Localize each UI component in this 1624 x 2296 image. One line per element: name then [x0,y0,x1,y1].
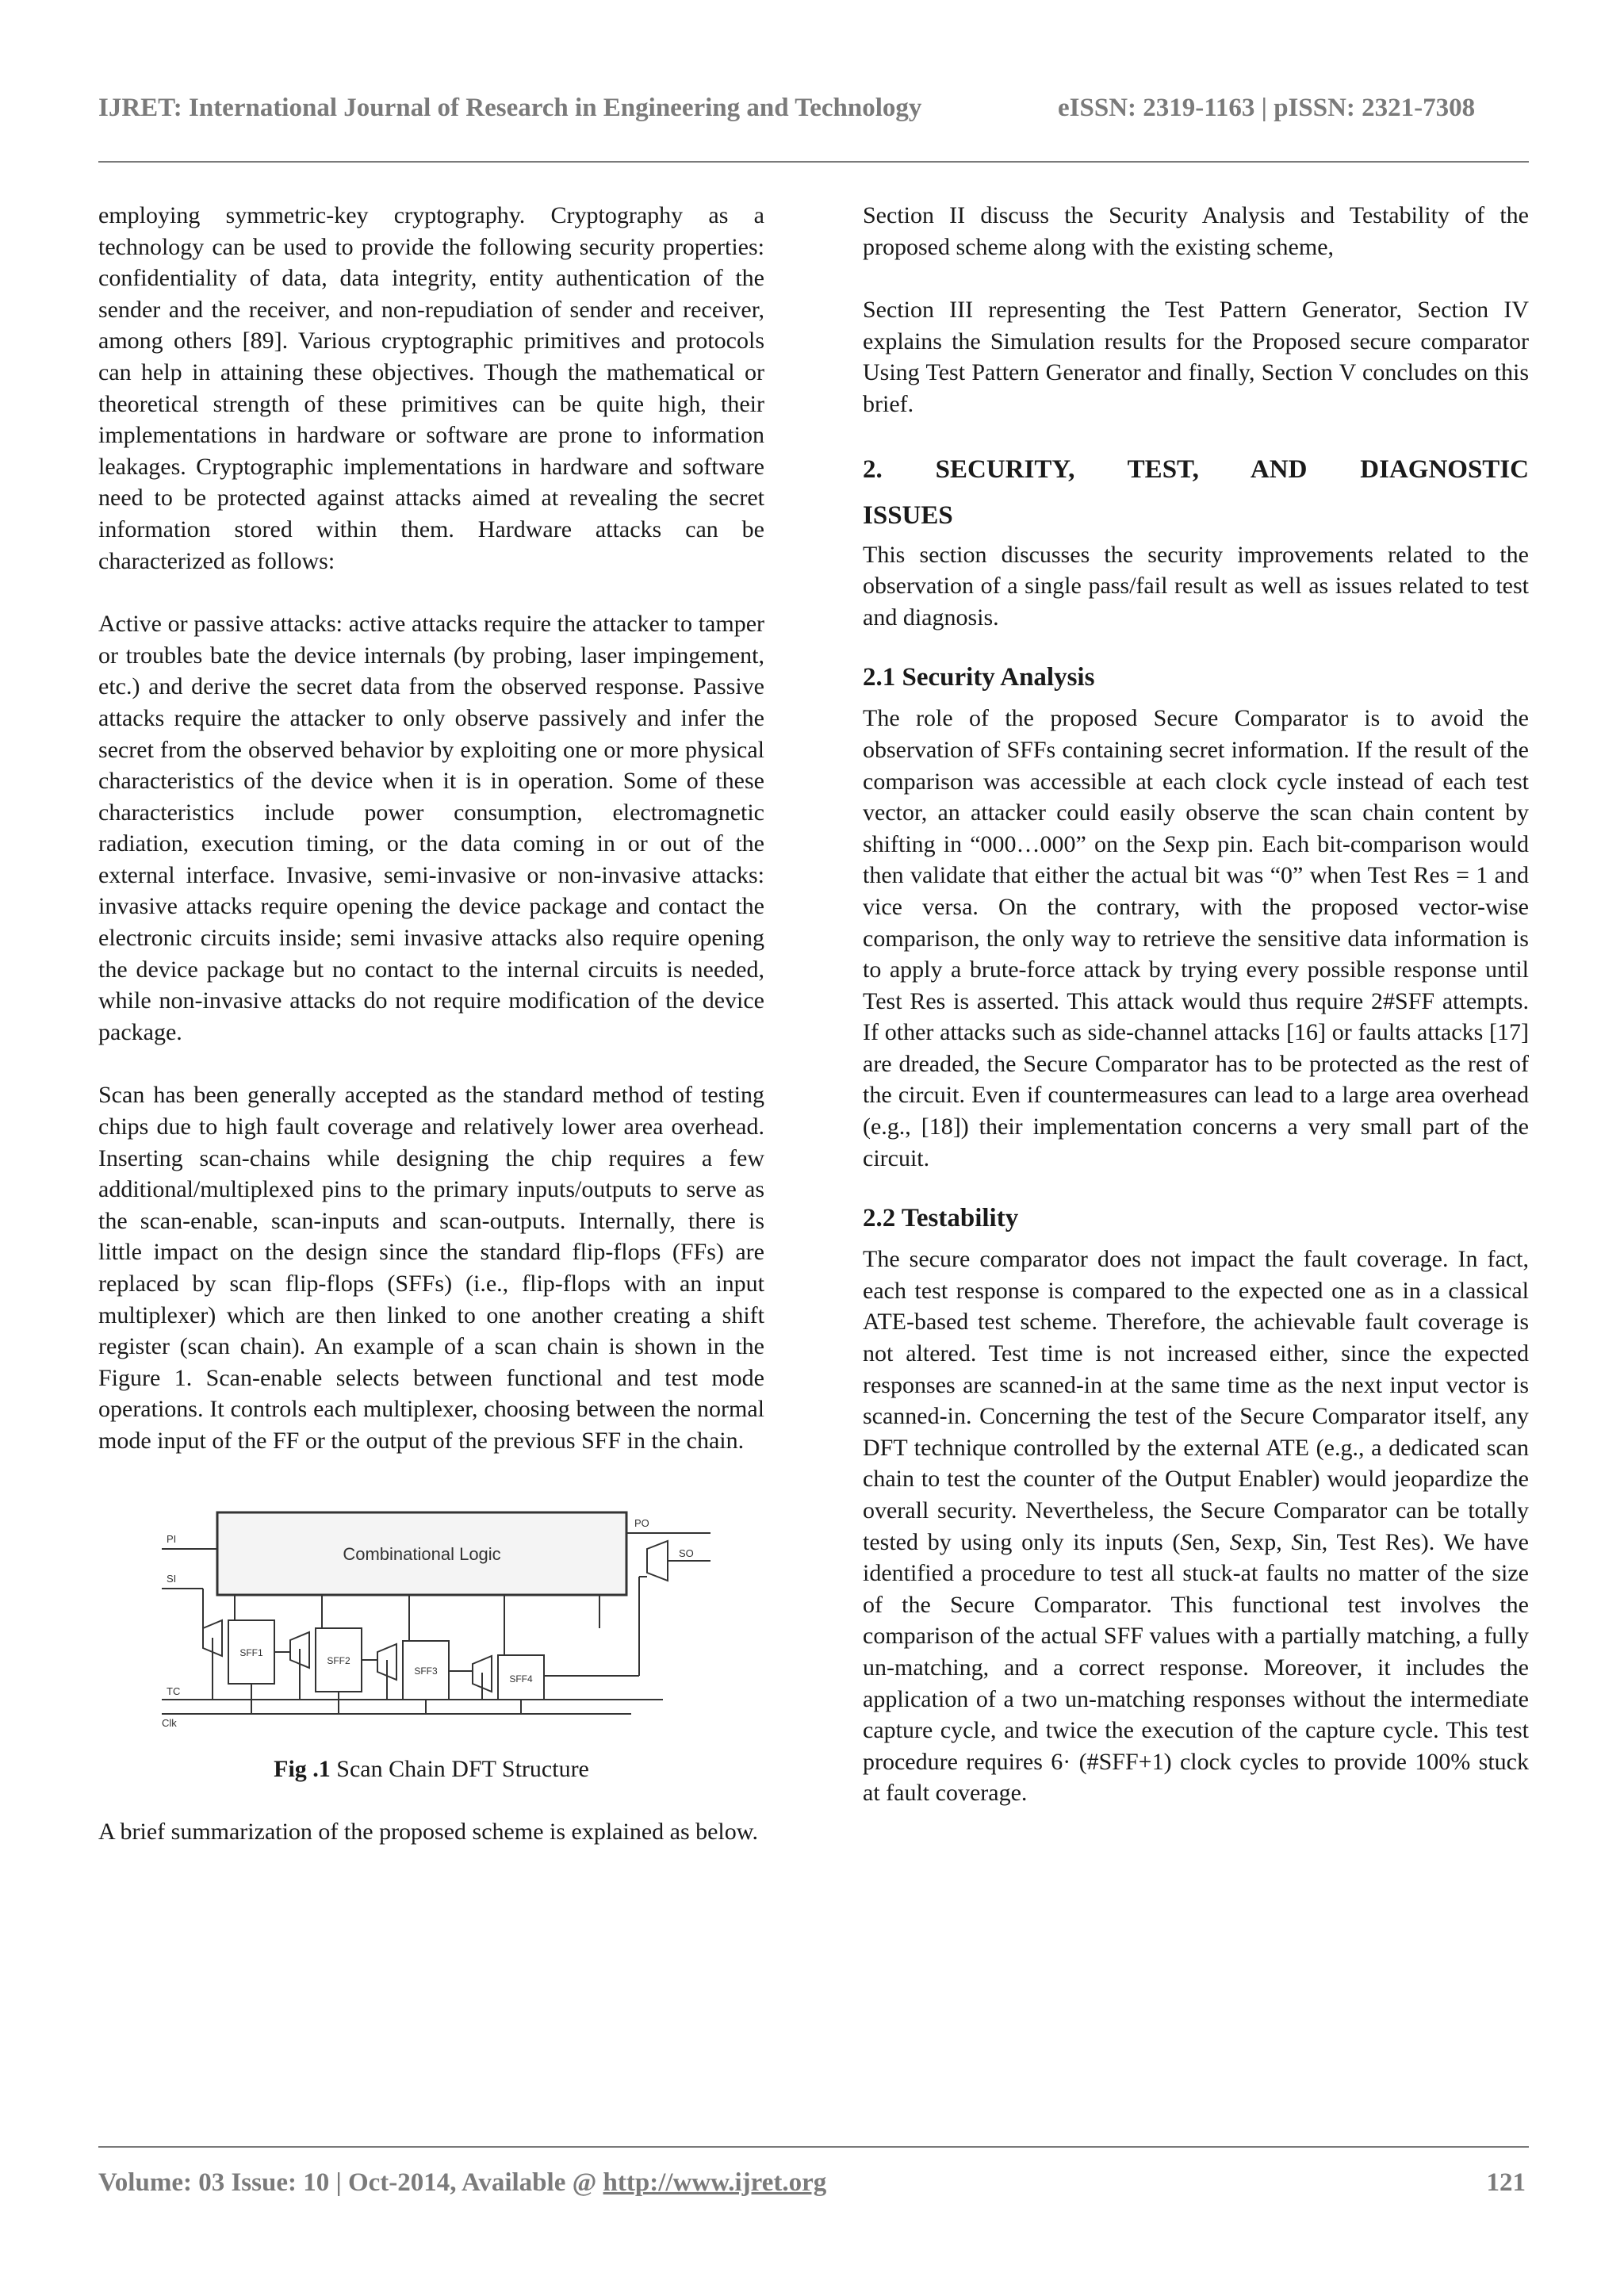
journal-title: IJRET: International Journal of Research in Engineering and Technology [98,94,922,122]
p4-text-a: The role of the proposed Secure Comparator is to avoid the observation of SFFs containing secret information. If the result of the comparison was accessible at each clock cycle instead of each test vector, an attacker could easily observe the scan chain content by shifting in “000…000” on the [863,705,1529,857]
p5-text-t2: exp, [1241,1528,1292,1555]
left-paragraph-4: A brief summarization of the proposed scheme is explained as below. [98,1819,758,1846]
sff1-label: SFF1 [239,1646,263,1658]
sff4-label: SFF4 [509,1673,533,1685]
right-paragraph-1: Section II discuss the Security Analysis and Testability of the proposed scheme along with the existing scheme, [863,202,1529,260]
pin-so-label: SO [679,1547,694,1559]
running-footer [98,2168,1526,2198]
section-heading-2-2: 2.2 Testability [863,1204,1019,1233]
right-paragraph-2: Section III representing the Test Pattern Generator, Section IV explains the Simulation results for the Proposed secure comparator Using Test Pattern Generator and finally, Section V concludes on this brief. [863,297,1529,417]
left-paragraph-3: Scan has been generally accepted as the standard method of testing chips due to high fault coverage and relatively lower area overhead. Inserting scan-chains while designing the chip requires a few additional/multiplexed pins to the primary inputs/outputs to serve as the scan-enable, scan-inputs and scan-outputs. Internally, there is little impact on the design since the standard flip-flops (FFs) are replaced by scan flip-flops (SFFs) (i.e., flip-flops with an input multiplexer) which are then linked to one another creating a shift register (scan chain). An example of a scan chain is shown in the Figure 1. Scan-enable selects between functional and test mode operations. It controls each multiplexer, choosing between the normal mode input of the FF or the output of the previous SFF in the chain. [98,1082,764,1454]
left-paragraph-1: employing symmetric-key cryptography. Cryptography as a technology can be used to provide the following security properties: confidentiality of data, data integrity, entity authentication of the sender and the receiver, and non-repudiation of sender and receiver, among others [89]. Various cryptographic primitives and protocols can help in attaining these objectives. Though the mathematical or theoretical strength of these primitives can be quite high, their implementations in hardware or software are prone to information leakages. Cryptographic implementations in hardware and software need to be protected against attacks aimed at revealing the secret information stored within them. Hardware attacks can be characterized as follows: [98,202,764,574]
p5-text-t1: en, [1192,1528,1230,1555]
scan-chain-figure [155,1501,720,1739]
right-column [863,200,1529,1809]
figure-caption [98,1754,764,1785]
right-paragraph-3: This section discusses the security improvements related to the observation of a single pass/fail result as well as issues related to test and diagnosis. [863,541,1529,631]
p4-italic-s: S [1162,830,1175,857]
sff3-label: SFF3 [414,1665,438,1677]
p5-italic-s2: S [1229,1528,1242,1555]
caption-text: Scan Chain DFT Structure [330,1755,589,1782]
page-number: 121 [1486,2168,1526,2197]
caption-label: Fig .1 [274,1755,331,1782]
sff2-label: SFF2 [327,1654,350,1666]
pin-si-label: SI [167,1572,177,1585]
pin-po-label: PO [634,1516,649,1529]
p5-text-a: The secure comparator does not impact the fault coverage. In fact, each test response is compared to the expected one as in a classical ATE-based test scheme. Therefore, the achievable fault coverage is not altered. Test time is not increased either, since the expected responses are scanned-in at the same time as the next input vector is scanned-in. Concerning the test of the Secure Comparator itself, any DFT technique controlled by the external ATE (e.g., a dedicated scan chain to test the counter of the Output Enabler) would jeopardize the overall security. Nevertheless, the Secure Comparator can be totally tested by using only its inputs ( [863,1246,1529,1555]
p4-text-b: exp pin. Each bit-comparison would then validate that either the actual bit was “0” when Test Res = 1 and vice versa. On the contrary, with the proposed vector-wise comparison, the only way to retrieve the sensitive data information is to apply a brute-force attack by trying every possible response until Test Res is asserted. This attack would thus require 2#SFF attempts. If other attacks such as side-channel attacks [16] or faults attacks [17] are dreaded, the Secure Comparator has to be protected as the rest of the circuit. Even if countermeasures can lead to a large area overhead (e.g., [18]) their implementation concerns a very small part of the circuit. [863,830,1529,1171]
section-heading-2-cont: ISSUES [863,500,953,530]
right-paragraph-4 [863,703,1529,1174]
section-heading-2: 2. SECURITY, TEST, AND DIAGNOSTIC [863,454,1529,484]
pin-tc-label: TC [167,1685,181,1697]
running-header [98,94,1526,123]
issn-label: eISSN: 2319-1163 | pISSN: 2321-7308 [1058,94,1476,122]
p5-italic-s3: S [1291,1528,1304,1555]
section-heading-2-1: 2.1 Security Analysis [863,663,1095,692]
pin-pi-label: PI [167,1532,177,1545]
header-rule [98,161,1529,163]
p5-italic-s1: S [1180,1528,1193,1555]
volume-info: Volume: 03 Issue: 10 | Oct-2014, Available @ [98,2168,603,2197]
p5-text-b: in, Test Res). We have identified a procedure to test all stuck-at faults no matter of the size of the Secure Comparator. This functional test involves the comparison of the actual SFF values with a partially matching, a fully un-matching, and a correct response. Moreover, it includes the application of a two un-matching responses without the intermediate capture cycle, and twice the execution of the capture cycle. This test procedure requires 6· (#SFF+1) clock cycles to provide 100% stuck at fault coverage. [863,1528,1529,1807]
right-paragraph-5 [863,1244,1529,1809]
journal-link[interactable]: http://www.ijret.org [603,2168,827,2197]
pin-clk-label: Clk [162,1716,177,1729]
combinational-logic-label: Combinational Logic [343,1543,501,1564]
left-paragraph-2: Active or passive attacks: active attacks require the attacker to tamper or troubles bate the device internals (by probing, laser impingement, etc.) and derive the secret data from the observed response. Passive attacks require the attacker to only observe passively and infer the secret from the observed behavior by exploiting one or more physical characteristics of the device when it is in operation. Some of these characteristics include power consumption, electromagnetic radiation, execution timing, or the data coming in or out of the external interface. Invasive, semi-invasive or non-invasive attacks: invasive attacks require opening the device package and contact the electronic circuits inside; semi invasive attacks also require opening the device package but no contact to the internal circuits is needed, while non-invasive attacks do not require modification of the device package. [98,611,764,1045]
footer-rule [98,2146,1529,2148]
left-column [98,200,764,1848]
